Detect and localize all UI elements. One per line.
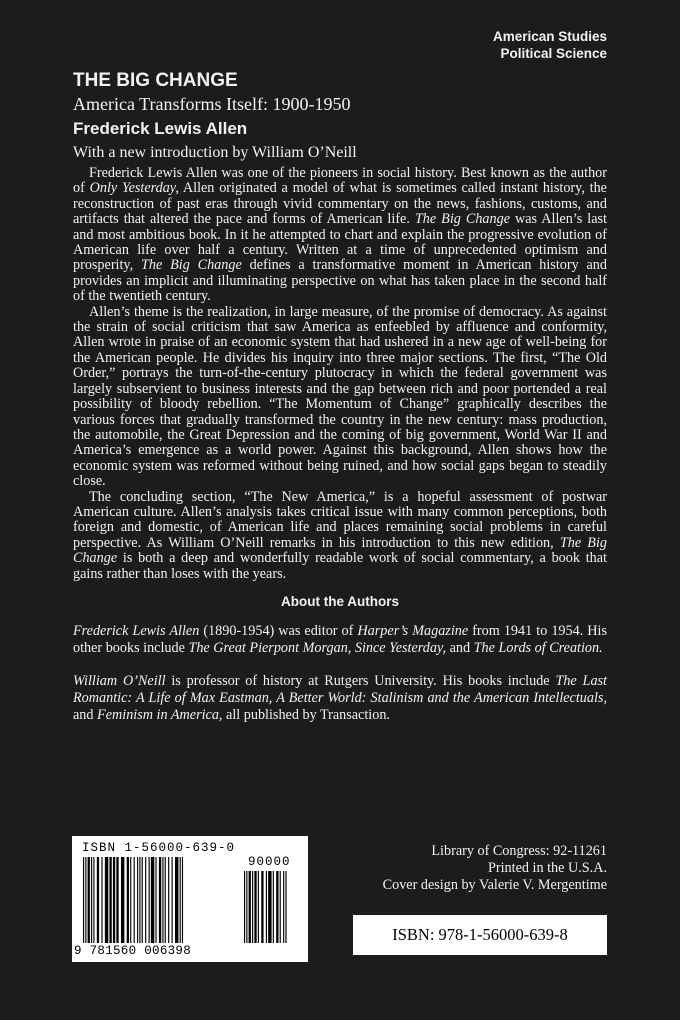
barcode-bar xyxy=(116,857,118,943)
isbn-barcode xyxy=(72,836,308,962)
book-subtitle: America Transforms Itself: 1900-1950 xyxy=(73,94,351,114)
about-authors-heading: About the Authors xyxy=(281,593,399,609)
barcode-bar xyxy=(168,857,169,943)
oneill-books: The Last Romantic: A Life of Max Eastman, A Better World: Stalinism and the American Intellectuals, xyxy=(73,673,607,707)
barcode-bar xyxy=(121,857,124,943)
book-author: Frederick Lewis Allen xyxy=(73,119,248,138)
barcode-bar xyxy=(85,857,86,943)
allen-bio xyxy=(73,623,607,657)
barcode-bar xyxy=(93,857,94,943)
oneill-bio xyxy=(73,673,607,724)
barcode-bar xyxy=(109,857,111,943)
allen-name: Frederick Lewis Allen xyxy=(73,623,200,640)
barcode-bar xyxy=(249,871,251,943)
p1-text-b: Allen originated a model of what is sometimes called instant history, the reconstruction of past eras through vivid commentary on the news, fashions, customs, and artifacts that altered the pace and forms of American life. xyxy=(73,180,607,228)
barcode-bar xyxy=(83,857,84,943)
barcode-bar xyxy=(254,871,256,943)
barcode-digits: 9 781560 006398 xyxy=(74,944,192,958)
barcode-bar xyxy=(266,871,267,943)
barcode-bar xyxy=(280,871,281,943)
barcode-bar xyxy=(252,871,253,943)
barcode-bar xyxy=(244,871,245,943)
barcode-isbn-label: ISBN 1-56000-639-0 xyxy=(82,841,236,855)
oneill-bio-text-a: is professor of history at Rutgers University. His books include xyxy=(165,673,556,690)
barcode-bar xyxy=(268,871,271,943)
p1-title-big-change-a: The Big Change xyxy=(414,211,511,228)
feminism-in-america: Feminism in America, xyxy=(97,707,223,724)
barcode-price-code: 90000 xyxy=(248,855,291,869)
barcode-bar xyxy=(149,857,150,943)
p3-title-big-change: The Big Change xyxy=(73,534,607,567)
book-title: THE BIG CHANGE xyxy=(73,70,238,91)
barcode-bar xyxy=(172,857,173,943)
barcode-bar xyxy=(97,857,99,943)
cover-design-credit: Cover design by Valerie V. Mergentime xyxy=(382,877,607,893)
p1-text-d: defines a transformative moment in American history and provides an implicit and illuminating perspective on what has taken place in the second half of the twentieth century. xyxy=(73,257,607,305)
library-of-congress: Library of Congress: 92-11261 xyxy=(431,843,607,859)
introduction-credit: With a new introduction by William O’Neill xyxy=(73,144,357,161)
oneill-bio-text-c: all published by Transaction. xyxy=(222,707,390,724)
harpers-magazine: Harper’s Magazine xyxy=(357,623,469,640)
barcode-bar xyxy=(258,871,259,943)
description-paragraph-1 xyxy=(73,166,607,305)
subject-categories xyxy=(493,28,607,62)
barcode-addon-bars xyxy=(243,871,301,943)
p3-text-b: is both a deep and wonderfully readable work of social commentary, a book that gains rather than loses with the years. xyxy=(73,550,607,582)
barcode-bar xyxy=(180,857,181,943)
barcode-bar xyxy=(134,857,135,943)
barcode-bar xyxy=(285,871,286,943)
p1-title-big-change-b: The Big Change xyxy=(140,257,242,274)
barcode-bars xyxy=(82,857,238,943)
barcode-bar xyxy=(155,857,156,943)
barcode-bar xyxy=(276,871,278,943)
barcode-bar xyxy=(137,857,138,943)
subject-american-studies: American Studies xyxy=(492,29,607,44)
barcode-bar xyxy=(283,871,284,943)
p1-text-c: was Allen’s last and most ambitious book. In it he attempted to chart and explain the progressive evolution of American life over half a century. Written at a time of unprecedented optimism and prosperity, xyxy=(73,211,607,274)
allen-other-books: The Great Pierpont Morgan, Since Yesterday, xyxy=(188,640,447,657)
barcode-bar xyxy=(101,857,102,943)
barcode-bar xyxy=(165,857,166,943)
lords-of-creation: The Lords of Creation. xyxy=(473,640,603,657)
barcode-bar xyxy=(130,857,131,943)
barcode-bar xyxy=(261,871,263,943)
p1-title-only-yesterday: Only Yesterday, xyxy=(89,180,179,197)
printed-in: Printed in the U.S.A. xyxy=(487,860,607,876)
subject-political-science: Political Science xyxy=(500,46,607,61)
barcode-bar xyxy=(113,857,115,943)
barcode-bar xyxy=(273,871,274,943)
isbn-number-box: ISBN: 978-1-56000-639-8 xyxy=(353,915,607,955)
barcode-bar xyxy=(151,857,154,943)
p3-text-a: The concluding section, “The New America,” is a hopeful assessment of postwar American culture. Allen’s analysis takes critical issue with many common perceptions, both foreign and domestic, of American life and places remaining social problems in careful perspective. As William O’Neill remarks in his introduction to this new edition, xyxy=(73,488,607,551)
barcode-bar xyxy=(88,857,90,943)
barcode-bar xyxy=(91,857,92,943)
barcode-bar xyxy=(105,857,108,943)
p1-text-a: Frederick Lewis Allen was one of the pioneers in social history. Best known as the author of xyxy=(73,165,607,197)
barcode-bar xyxy=(162,857,163,943)
barcode-bar xyxy=(182,857,183,943)
barcode-bar xyxy=(159,857,161,943)
oneill-name: William O’Neill xyxy=(73,673,166,690)
description-body xyxy=(73,166,607,740)
description-paragraph-3 xyxy=(73,490,607,582)
barcode-bar xyxy=(127,857,129,943)
allen-bio-text-b: from 1941 to 1954. His other books include xyxy=(73,623,608,657)
publication-info xyxy=(383,843,607,894)
barcode-bar xyxy=(142,857,143,943)
description-paragraph-2: Allen’s theme is the realization, in large measure, of the promise of democracy. As against the strain of social criticism that saw America as enfeebled by affluence and conformity, Allen wrote in praise of an economic system that had ushered in a new age of well-being for the American people. He divides his inquiry into three major sections. The first, “The Old Order,” portrays the turn-of-the-century plutocracy in which the federal government was largely subservient to business interests and the gap between rich and poor portended a real possibility of bloody rebellion. “The Momentum of Change” graphically describes the various forces that gradually transformed the country in the new century: mass production, the automobile, the Great Depression and the coming of big government, World War II and America’s emergence as a world power. Against this background, Allen shows how the economic system was reformed without being ruined, and how social gaps began to steadily close. xyxy=(73,303,607,490)
book-header xyxy=(73,70,613,164)
allen-bio-text-a: (1890-1954) was editor of xyxy=(199,623,358,640)
oneill-bio-text-b: and xyxy=(73,707,98,724)
allen-bio-text-c: and xyxy=(446,640,474,657)
barcode-bar xyxy=(145,857,146,943)
barcode-bar xyxy=(139,857,140,943)
barcode-bar xyxy=(246,871,247,943)
barcode-bar xyxy=(175,857,178,943)
